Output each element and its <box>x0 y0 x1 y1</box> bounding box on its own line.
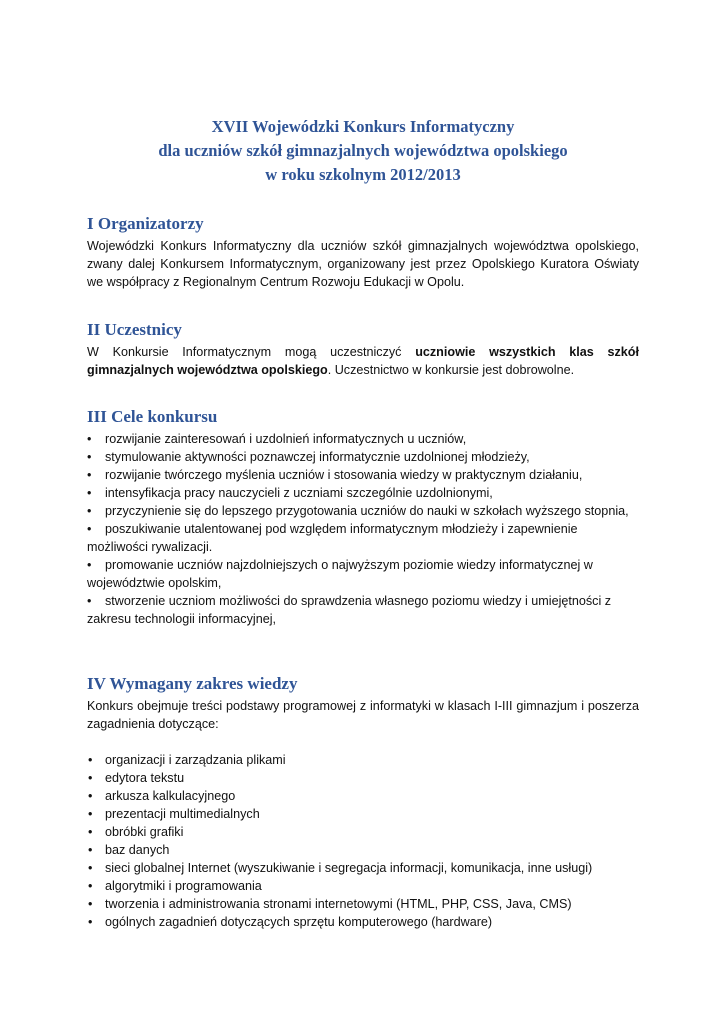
bullet-icon: • <box>87 522 92 536</box>
list-item <box>87 769 639 787</box>
title-line-1: XVII Wojewódzki Konkurs Informatyczny <box>211 117 515 136</box>
list-item-text: ogólnych zagadnień dotyczących sprzętu komputerowego (hardware) <box>105 915 493 929</box>
uczestnicy-text-bold: uczniowie wszystkich klas szkół gimnazjalnych województwa opolskiego <box>87 345 639 377</box>
bullet-icon: • <box>88 843 93 857</box>
section-wiedza <box>87 673 639 931</box>
section-organizatorzy <box>87 213 639 291</box>
list-item-text: prezentacji multimedialnych <box>105 807 260 821</box>
bullet-icon: • <box>87 450 92 464</box>
list-item <box>87 502 639 520</box>
uczestnicy-text <box>87 343 639 379</box>
list-item <box>87 841 639 859</box>
list-item <box>87 877 639 895</box>
title-line-3: w roku szkolnym 2012/2013 <box>265 165 461 184</box>
list-item <box>87 484 639 502</box>
list-item-text: arkusza kalkulacyjnego <box>105 789 236 803</box>
section-heading-cele: III Cele konkursu <box>87 407 218 426</box>
list-item-text: stymulowanie aktywności poznawczej informatycznie uzdolnionej młodzieży, <box>105 450 530 464</box>
bullet-icon: • <box>87 558 92 572</box>
list-item <box>87 859 639 877</box>
bullet-icon: • <box>88 915 93 929</box>
list-item <box>87 805 639 823</box>
list-item-text: poszukiwanie utalentowanej pod względem informatycznym młodzieży i zapewnienie możliwości rywalizacji. <box>87 522 578 554</box>
list-item-text: rozwijanie zainteresowań i uzdolnień informatycznych u uczniów, <box>105 432 467 446</box>
list-item-text: algorytmiki i programowania <box>105 879 262 893</box>
list-item-text: intensyfikacja pracy nauczycieli z uczniami szczególnie uzdolnionymi, <box>105 486 493 500</box>
section-heading-organizatorzy: I Organizatorzy <box>87 214 204 233</box>
bullet-icon: • <box>88 753 93 767</box>
list-item-text: organizacji i zarządzania plikami <box>105 753 286 767</box>
bullet-icon: • <box>88 861 93 875</box>
bullet-icon: • <box>88 771 93 785</box>
document-title <box>87 115 639 187</box>
title-line-2: dla uczniów szkół gimnazjalnych województwa opolskiego <box>158 141 568 160</box>
list-item <box>87 448 639 466</box>
wiedza-list <box>87 751 639 931</box>
bullet-icon: • <box>88 897 93 911</box>
bullet-icon: • <box>87 486 92 500</box>
list-item-text: przyczynienie się do lepszego przygotowania uczniów do nauki w szkołach wyższego stopnia, <box>105 504 629 518</box>
list-item <box>87 751 639 769</box>
list-item <box>87 787 639 805</box>
section-uczestnicy <box>87 319 639 379</box>
list-item <box>87 556 639 592</box>
list-item-text: tworzenia i administrowania stronami internetowymi (HTML, PHP, CSS, Java, CMS) <box>105 897 572 911</box>
bullet-icon: • <box>88 789 93 803</box>
list-item-text: rozwijanie twórczego myślenia uczniów i stosowania wiedzy w praktycznym działaniu, <box>105 468 583 482</box>
bullet-icon: • <box>88 825 93 839</box>
uczestnicy-text-before: W Konkursie Informatycznym mogą uczestniczyć <box>87 345 416 359</box>
wiedza-intro: Konkurs obejmuje treści podstawy programowej z informatyki w klasach I-III gimnazjum i poszerza zagadnienia dotyczące: <box>87 699 639 731</box>
list-item <box>87 466 639 484</box>
bullet-icon: • <box>87 432 92 446</box>
list-item <box>87 520 639 556</box>
list-item-text: obróbki grafiki <box>105 825 184 839</box>
bullet-icon: • <box>88 807 93 821</box>
list-item <box>87 430 639 448</box>
list-item-text: stworzenie uczniom możliwości do sprawdzenia własnego poziomu wiedzy i umiejętności z zakresu technologii informacyjnej, <box>87 594 612 626</box>
list-item <box>87 895 639 913</box>
uczestnicy-text-after: . Uczestnictwo w konkursie jest dobrowolne. <box>327 363 575 377</box>
bullet-icon: • <box>87 504 92 518</box>
list-item <box>87 823 639 841</box>
cele-list <box>87 430 639 628</box>
list-item-text: sieci globalnej Internet (wyszukiwanie i segregacja informacji, komunikacja, inne usługi) <box>105 861 593 875</box>
list-item <box>87 913 639 931</box>
section-cele <box>87 406 639 628</box>
section-heading-uczestnicy: II Uczestnicy <box>87 320 182 339</box>
bullet-icon: • <box>88 879 93 893</box>
list-item-text: edytora tekstu <box>105 771 185 785</box>
list-item-text: baz danych <box>105 843 170 857</box>
organizatorzy-text: Wojewódzki Konkurs Informatyczny dla uczniów szkół gimnazjalnych województwa opolskiego, zwany dalej Konkursem Informatycznym, organizowany jest przez Opolskiego Kuratora Oświaty we współpracy z Regionalnym Centrum Rozwoju Edukacji w Opolu. <box>87 239 639 289</box>
bullet-icon: • <box>87 594 92 608</box>
list-item-text: promowanie uczniów najzdolniejszych o najwyższym poziomie wiedzy informatycznej w województwie opolskim, <box>87 558 593 590</box>
list-item <box>87 592 639 628</box>
bullet-icon: • <box>87 468 92 482</box>
section-heading-wiedza: IV Wymagany zakres wiedzy <box>87 674 298 693</box>
